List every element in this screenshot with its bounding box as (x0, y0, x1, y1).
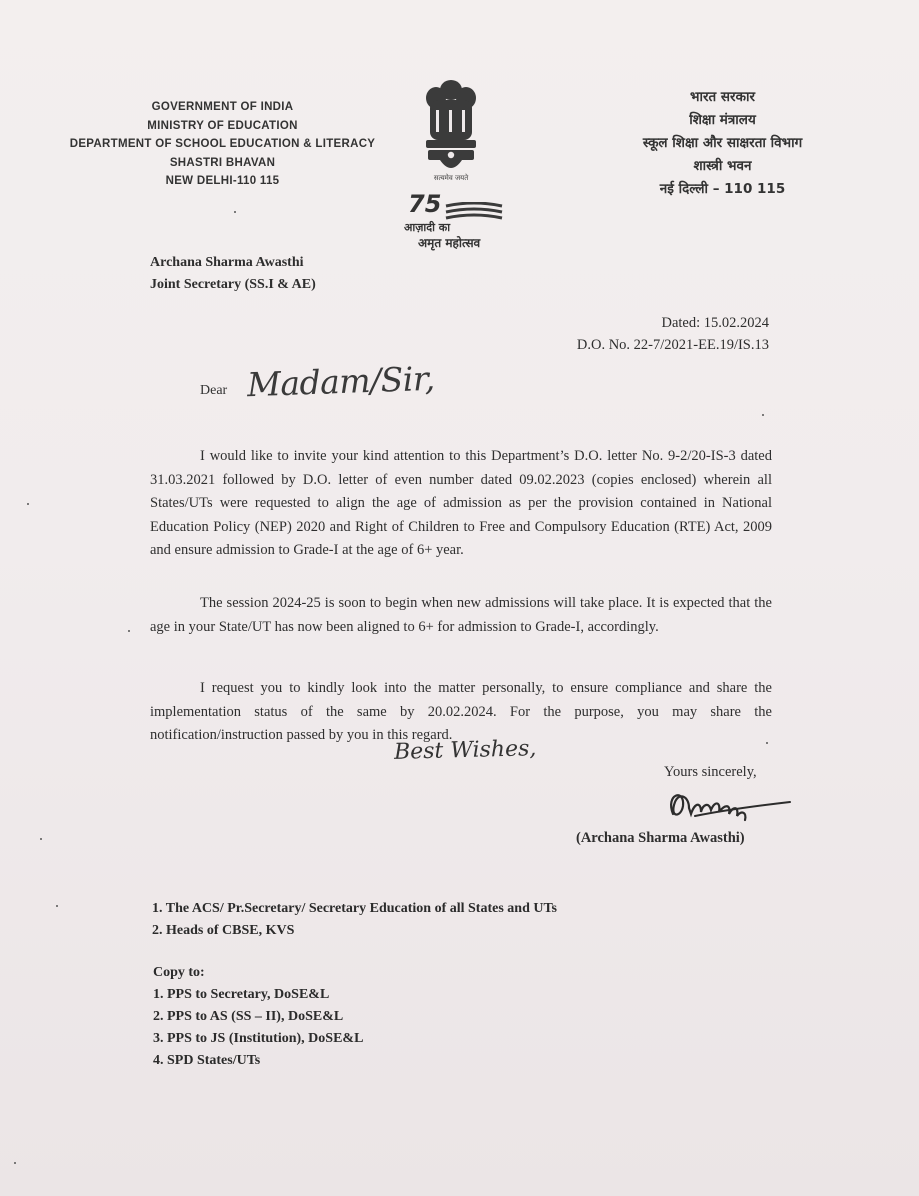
list-item: 1. PPS to Secretary, DoSE&L (153, 987, 330, 1002)
letterhead-hindi-line: शास्त्री भवन (693, 158, 752, 174)
recipients-list (152, 898, 557, 942)
copy-to-block (153, 962, 363, 1072)
list-item: 1. The ACS/ Pr.Secretary/ Secretary Education of all States and UTs (152, 901, 557, 916)
letterhead-line: MINISTRY OF EDUCATION (147, 119, 298, 132)
letterhead-english (60, 98, 385, 191)
signer-name: (Archana Sharma Awasthi) (576, 830, 745, 846)
paper-speck (762, 414, 764, 416)
paper-speck (27, 503, 29, 505)
azadi-text-line2: अमृत महोत्सव (418, 236, 481, 250)
salutation-printed: Dear (200, 383, 228, 398)
paper-speck (56, 905, 58, 907)
sender-designation: Joint Secretary (SS.I & AE) (150, 277, 316, 292)
body-paragraph-3: I request you to kindly look into the matter personally, to ensure compliance and share the implementation status of the same by 20.02.2024. For the purpose, you may share the notification/instruction passed by you in this regard. (150, 680, 772, 744)
paper-speck (766, 742, 768, 744)
paper-speck (40, 838, 42, 840)
body-paragraph-2: The session 2024-25 is soon to begin when new admissions will take place. It is expected that the age in your State/UT has now been aligned to 6+ for admission to Grade-I, accordingly. (150, 595, 772, 635)
paper-speck (14, 1162, 16, 1164)
copy-to-heading: Copy to: (153, 965, 205, 980)
paper-speck (128, 630, 130, 632)
signature-icon (655, 784, 795, 829)
letterhead-line: DEPARTMENT OF SCHOOL EDUCATION & LITERACY (69, 138, 376, 150)
azadi-stripes-icon (444, 202, 504, 220)
letterhead-line: SHASTRI BHAVAN (169, 156, 276, 169)
date-line: Dated: 15.02.2024 (661, 315, 769, 331)
azadi-logo (400, 190, 510, 256)
letterhead-hindi-line: भारत सरकार (690, 89, 755, 105)
letterhead-hindi-line: स्कूल शिक्षा और साक्षरता विभाग (642, 135, 803, 151)
letterhead-hindi-line: शिक्षा मंत्रालय (689, 112, 756, 128)
letterhead-hindi (590, 86, 855, 201)
list-item: 2. Heads of CBSE, KVS (152, 923, 295, 938)
closing-phrase: Yours sincerely, (664, 764, 757, 780)
letterhead-hindi-line: नई दिल्ली – 110 115 (659, 181, 786, 197)
azadi-text-line1: आज़ादी का (404, 221, 451, 234)
salutation-handwritten: Madam/Sir, (246, 358, 436, 405)
do-number: D.O. No. 22-7/2021-EE.19/IS.13 (576, 337, 769, 353)
sender-block (150, 252, 316, 296)
reference-block (577, 312, 769, 356)
handwritten-wishes: Best Wishes, (393, 736, 537, 765)
sender-name: Archana Sharma Awasthi (150, 255, 304, 270)
body-paragraph-1: I would like to invite your kind attention to this Department’s D.O. letter No. 9-2/20-IS-3 dated 31.03.2021 followed by D.O. letter of even number dated 09.02.2023 (copies enclosed) wherein all States/UTs were requested to align the age of admission as per the provision contained in National Education Policy (NEP) 2020 and Right of Children to Free and Compulsory Education (RTE) Act, 2009 and ensure admission to Grade-I at the age of 6+ year. (150, 448, 772, 559)
list-item: 3. PPS to JS (Institution), DoSE&L (153, 1031, 364, 1046)
emblem-motto: सत्यमेव जयते (433, 174, 469, 182)
letterhead-line: GOVERNMENT OF INDIA (151, 101, 294, 113)
list-item: 2. PPS to AS (SS – II), DoSE&L (153, 1009, 344, 1024)
letterhead-line: NEW DELHI-110 115 (165, 175, 280, 187)
list-item: 4. SPD States/UTs (153, 1053, 261, 1068)
paper-speck (234, 211, 236, 213)
azadi-75-mark: 75 (408, 190, 442, 218)
